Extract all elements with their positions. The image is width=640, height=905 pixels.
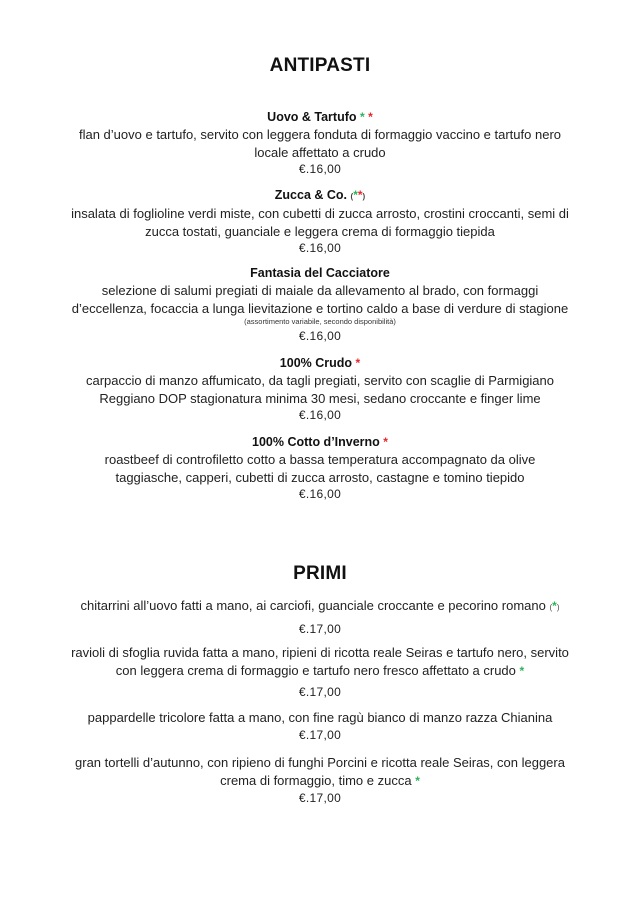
item-price: €.17,00 [298, 791, 342, 805]
item-description-line: gran tortelli d’autunno, con ripieno di funghi Porcini e ricotta reale Seiras, con leggera [75, 755, 565, 770]
item-description-line: carpaccio di manzo affumicato, da tagli pregiati, servito con scaglie di Parmigiano [86, 373, 554, 388]
paren-close: ) [556, 603, 560, 612]
paren-open: ( [350, 192, 354, 201]
paren-open: ( [549, 603, 553, 612]
item-description-line [40, 662, 600, 681]
menu-item-pappardelle [40, 709, 600, 744]
green-asterisk-icon: * [415, 773, 420, 788]
red-asterisk-icon: * [368, 110, 373, 124]
item-price: €.16,00 [298, 162, 342, 176]
item-name [40, 187, 600, 205]
item-description-line: selezione di salumi pregiati di maiale da allevamento al brado, con formaggi [101, 283, 539, 298]
item-name-text: Zucca & Co. [274, 188, 348, 202]
item-description-line: taggiasche, capperi, cubetti di zucca arrosto, castagne e tomino tiepido [115, 469, 525, 485]
item-description-line: pappardelle tricolore fatta a mano, con fine ragù bianco di manzo razza Chianina [87, 710, 553, 725]
item-name [40, 355, 600, 372]
menu-item-fantasia-cacciatore [40, 265, 600, 345]
menu-item-ravioli [40, 644, 600, 701]
item-name [40, 434, 600, 451]
menu-item-cotto-inverno [40, 434, 600, 503]
menu-item-chitarrini [40, 597, 600, 638]
item-description-line [40, 597, 600, 617]
item-name: Fantasia del Cacciatore [250, 266, 390, 280]
green-asterisk-icon: * [519, 663, 525, 678]
item-name-text: 100% Crudo [279, 356, 353, 370]
item-name-text: 100% Cotto d’Inverno [252, 435, 380, 449]
item-description-line: Reggiano DOP stagionatura minima 30 mesi, sedano croccante e finger lime [99, 390, 541, 406]
item-name-text: Uovo & Tartufo [267, 110, 357, 124]
red-asterisk-icon: * [355, 356, 361, 370]
item-price: €.16,00 [298, 329, 342, 343]
item-price: €.17,00 [298, 621, 342, 636]
section-title-primi: PRIMI [293, 563, 347, 584]
section-title-antipasti: ANTIPASTI [269, 55, 371, 76]
item-description-text: crema di formaggio, timo e zucca [220, 772, 412, 788]
green-asterisk-icon: * [353, 188, 358, 202]
item-description-line: d’eccellenza, focaccia a lunga lievitazione e tortino caldo a base di verdure di stagione [71, 300, 569, 316]
item-description-line: ravioli di sfoglia ruvida fatta a mano, ripieni di ricotta reale Seiras e tartufo nero, servito [71, 645, 569, 660]
item-description-line: zucca tostati, guanciale e leggera crema di formaggio tiepida [145, 223, 495, 239]
item-price: €.16,00 [298, 487, 342, 501]
item-description-line: flan d’uovo e tartufo, servito con leggera fonduta di formaggio vaccino e tartufo nero [78, 127, 561, 142]
item-price: €.16,00 [298, 241, 342, 255]
green-asterisk-icon: * [360, 110, 365, 124]
menu-item-crudo [40, 355, 600, 424]
green-asterisk-icon: * [552, 599, 557, 613]
item-description-line: locale affettato a crudo [254, 144, 386, 160]
item-description-text: chitarrini all’uovo fatti a mano, ai carciofi, guanciale croccante e pecorino romano [80, 598, 546, 613]
item-name [40, 109, 600, 126]
item-description-line: roastbeef di controfiletto cotto a bassa temperatura accompagnato da olive [104, 452, 536, 467]
item-note: (assortimento variabile, secondo disponibilità) [244, 317, 396, 326]
menu-item-uovo-tartufo [40, 109, 600, 178]
red-asterisk-icon: * [383, 435, 388, 449]
item-price: €.17,00 [298, 685, 342, 699]
item-price: €.16,00 [298, 408, 342, 422]
paren-close: ) [362, 192, 366, 201]
item-description-line: insalata di foglioline verdi miste, con cubetti di zucca arrosto, crostini croccanti, semi di [71, 206, 569, 221]
menu-item-zucca-co [40, 187, 600, 257]
menu-item-gran-tortelli [40, 754, 600, 807]
red-asterisk-icon: * [357, 188, 363, 202]
item-price: €.17,00 [298, 727, 342, 742]
item-description-text: con leggera crema di formaggio e tartufo nero fresco affettato a crudo [115, 662, 516, 678]
item-description-line [40, 772, 600, 791]
